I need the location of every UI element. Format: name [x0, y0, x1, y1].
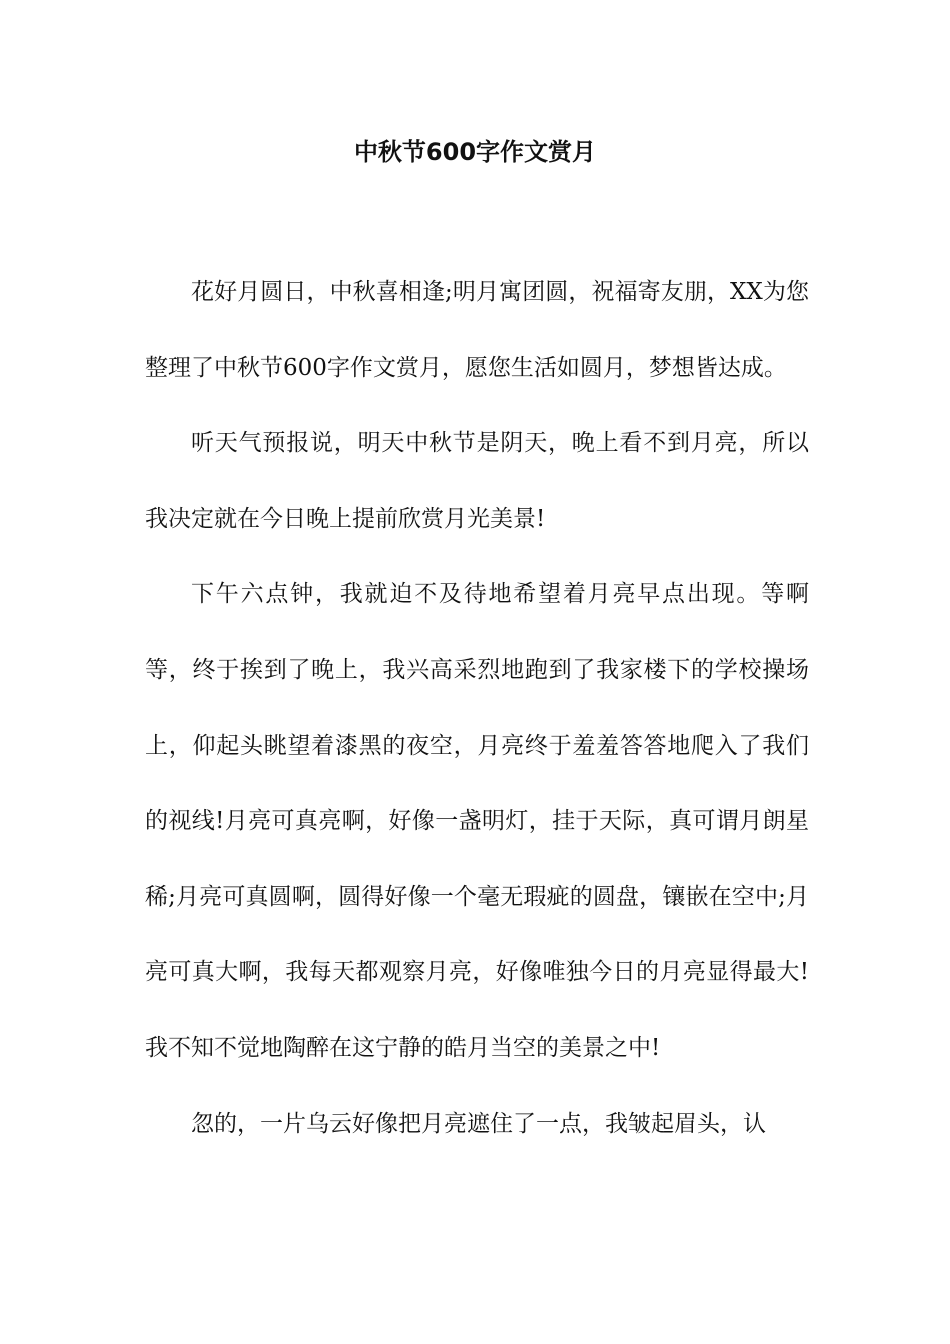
paragraph-moon-viewing: 下午六点钟，我就迫不及待地希望着月亮早点出现。等啊等，终于挨到了晚上，我兴高采烈地跑到了我家楼下的学校操场上，仰起头眺望着漆黑的夜空，月亮终于羞羞答答地爬入了我们的视线!月亮可真亮啊，好像一盏明灯，挂于天际，真可谓月朗星稀;月亮可真圆啊，圆得好像一个毫无瑕疵的圆盘，镶嵌在空中;月亮可真大啊，我每天都观察月亮，好像唯独今日的月亮显得最大!我不知不觉地陶醉在这宁静的皓月当空的美景之中! [145, 581, 809, 1061]
document-body [145, 255, 809, 1162]
document-title: 中秋节600字作文赏月 [353, 138, 597, 166]
paragraph-cloud: 忽的，一片乌云好像把月亮遮住了一点，我皱起眉头，认 [191, 1110, 766, 1137]
paragraph-intro: 花好月圆日，中秋喜相逢;明月寓团圆，祝福寄友朋，XX为您整理了中秋节600字作文赏月，愿您生活如圆月，梦想皆达成。 [145, 279, 809, 381]
paragraph-weather: 听天气预报说，明天中秋节是阴天，晚上看不到月亮，所以我决定就在今日晚上提前欣赏月光美景! [145, 430, 809, 532]
